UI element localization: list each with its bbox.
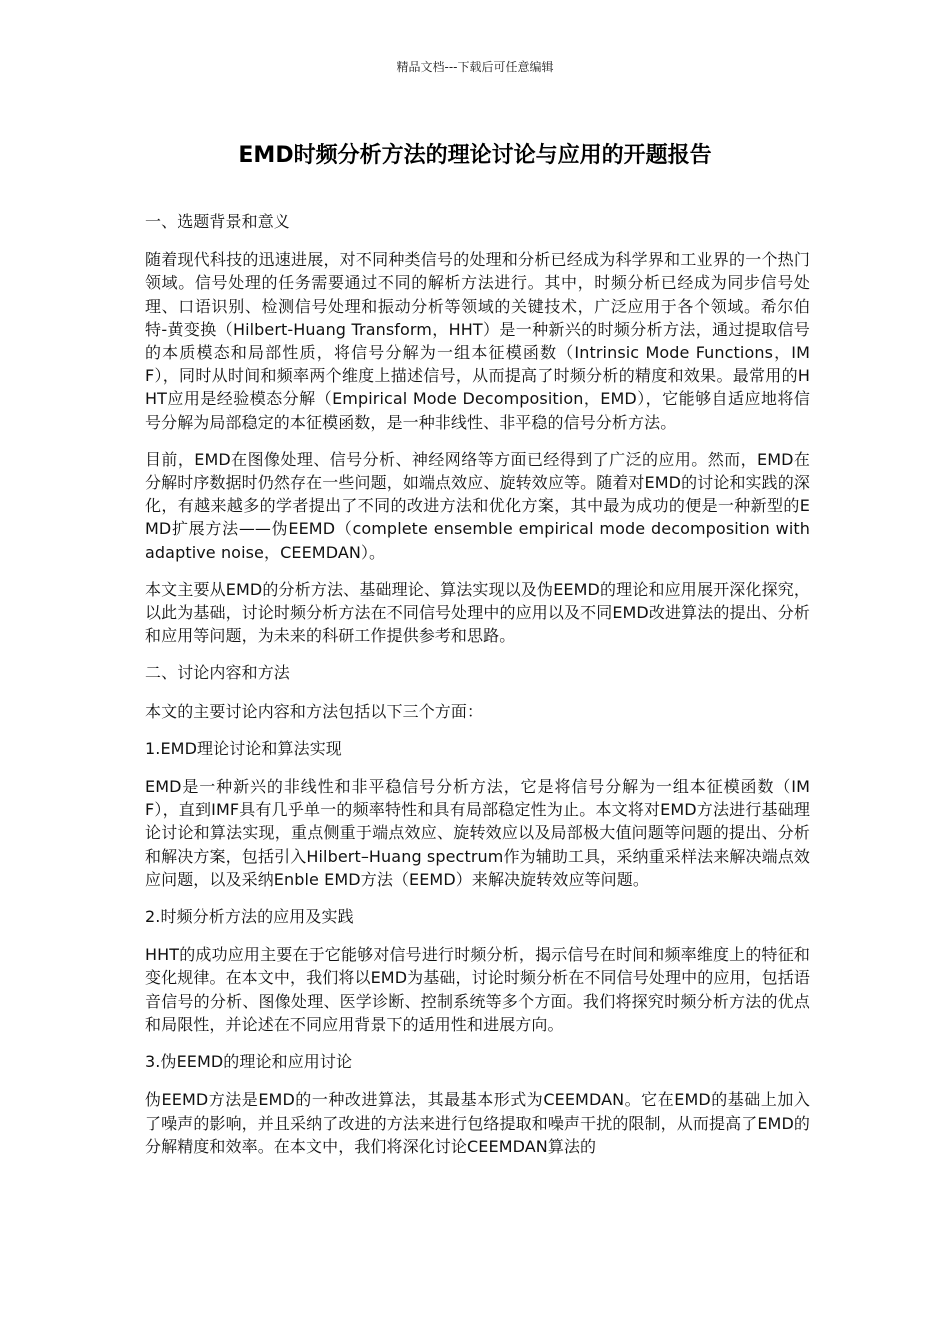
subsection-heading-applications: 2.时频分析方法的应用及实践 xyxy=(145,907,354,927)
document-title: EMD时频分析方法的理论讨论与应用的开题报告 xyxy=(238,143,712,168)
paragraph-pseudo-eemd: 伪EEMD方法是EMD的一种改进算法，其最基本形式为CEEMDAN。它在EMD的基础上加入了噪声的影响，并且采纳了改进的方法来进行包络提取和噪声干扰的限制，从而提高了EMD的分解精度和效率。在本文中，我们将深化讨论CEEMDAN算法的 xyxy=(145,1090,810,1156)
page-header: 精品文档---下载后可任意编辑 xyxy=(396,60,554,74)
paragraph-background-1: 随着现代科技的迅速进展，对不同种类信号的处理和分析已经成为科学界和工业界的一个热门领域。信号处理的任务需要通过不同的解析方法进行。其中，时频分析已经成为同步信号处理、口语识别、检测信号处理和振动分析等领域的关键技术，广泛应用于各个领域。希尔伯特-黄变换（Hilbert-Huang Transform，HHT）是一种新兴的时频分析方法，通过提取信号的本质模态和局部性质，将信号分解为一组本征模函数（Intrinsic Mode Functions，IMF），同时从时间和频率两个维度上描述信号，从而提高了时频分析的精度和效果。最常用的HHT应用是经验模态分解（Empirical Mode Decomposition，EMD），它能够自适应地将信号分解为局部稳定的本征模函数，是一种非线性、非平稳的信号分析方法。 xyxy=(145,250,810,432)
document-body xyxy=(145,210,810,1172)
paragraph-background-2: 目前，EMD在图像处理、信号分析、神经网络等方面已经得到了广泛的应用。然而，EMD在分解时序数据时仍然存在一些问题，如端点效应、旋转效应等。随着对EMD的讨论和实践的深化，有越来越多的学者提出了不同的改进方法和优化方案，其中最为成功的便是一种新型的EMD扩展方法——伪EEMD（complete ensemble empirical mode decomposition with adaptive noise，CEEMDAN）。 xyxy=(145,449,810,562)
paragraph-content-intro: 本文的主要讨论内容和方法包括以下三个方面： xyxy=(145,701,484,721)
section-heading-background: 一、选题背景和意义 xyxy=(145,212,290,231)
section-heading-content: 二、讨论内容和方法 xyxy=(145,663,290,683)
subsection-heading-emd-theory: 1.EMD理论讨论和算法实现 xyxy=(145,738,342,758)
paragraph-background-3: 本文主要从EMD的分析方法、基础理论、算法实现以及伪EEMD的理论和应用展开深化探究，以此为基础，讨论时频分析方法在不同信号处理中的应用以及不同EMD改进算法的提出、分析和应用等问题，为未来的科研工作提供参考和思路。 xyxy=(145,579,810,646)
paragraph-emd-theory: EMD是一种新兴的非线性和非平稳信号分析方法，它是将信号分解为一组本征模函数（IMF），直到IMF具有几乎单一的频率特性和具有局部稳定性为止。本文将对EMD方法进行基础理论讨论和算法实现，重点侧重于端点效应、旋转效应以及局部极大值问题等问题的提出、分析和解决方案，包括引入Hilbert–Huang spectrum作为辅助工具，采纳重采样法来解决端点效应问题，以及采纳Enble EMD方法（EEMD）来解决旋转效应等问题。 xyxy=(145,777,810,889)
subsection-heading-pseudo-eemd: 3.伪EEMD的理论和应用讨论 xyxy=(145,1052,353,1072)
paragraph-applications: HHT的成功应用主要在于它能够对信号进行时频分析，揭示信号在时间和频率维度上的特征和变化规律。在本文中，我们将以EMD为基础，讨论时频分析在不同信号处理中的应用，包括语音信号的分析、图像处理、医学诊断、控制系统等多个方面。我们将探究时频分析方法的优点和局限性，并论述在不同应用背景下的适用性和进展方向。 xyxy=(145,945,810,1034)
